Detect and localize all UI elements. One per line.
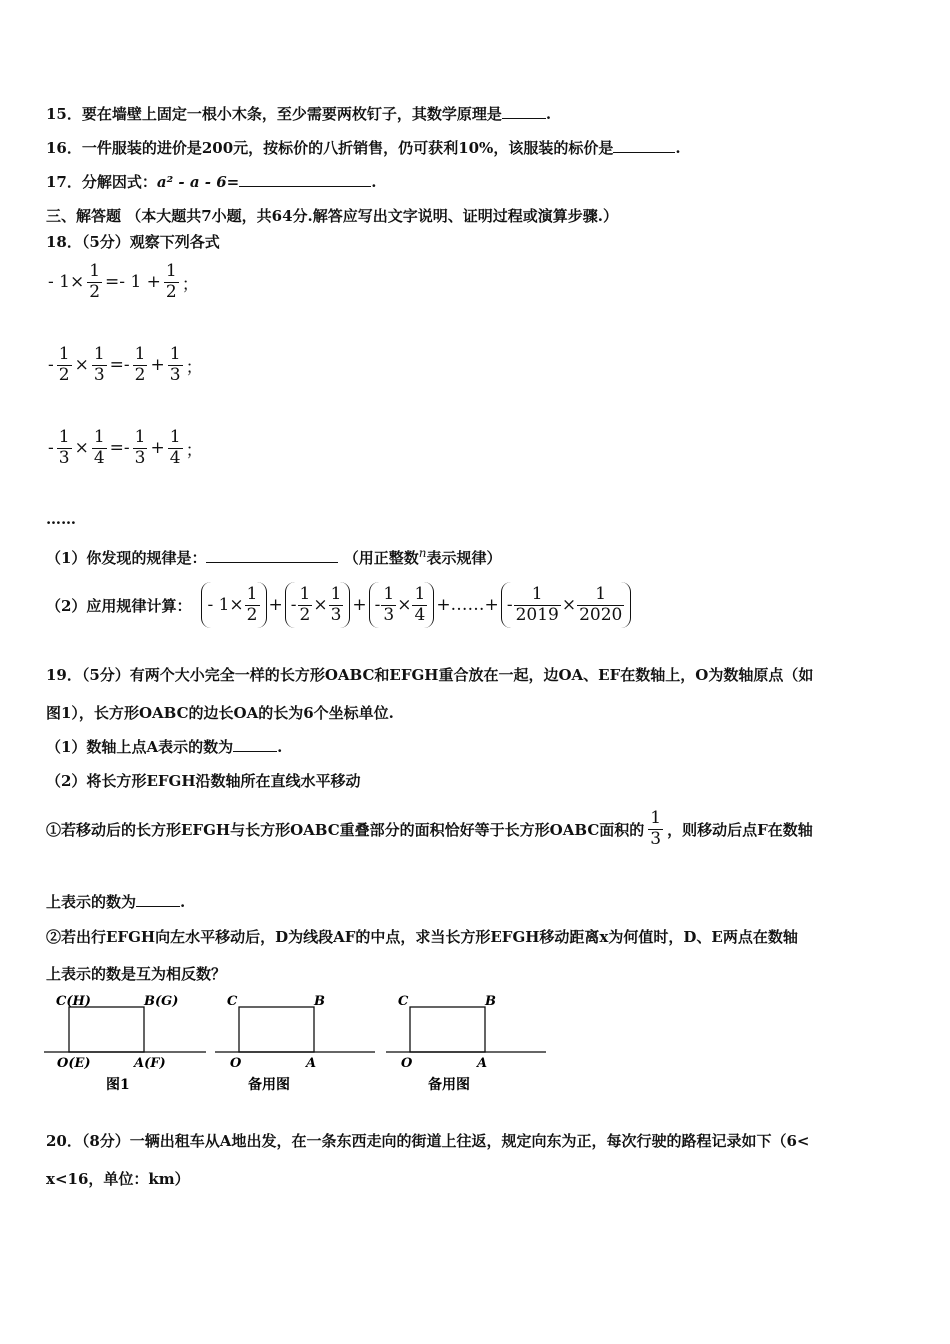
- calc-t3-frac-1: [381, 585, 396, 625]
- fig2-label-c: C: [227, 994, 238, 1009]
- eq3-frac-2: [92, 428, 107, 468]
- calc-den: 2: [299, 604, 311, 625]
- eq3-mid: =-: [109, 438, 130, 459]
- section-3-heading: 三、解答题 （本大题共7小题，共64分.解答应写出文字说明、证明过程或演算步骤.）: [46, 207, 618, 225]
- eq2-den: 3: [93, 364, 105, 385]
- calc-term-1: [201, 582, 266, 628]
- calc-den: 3: [383, 604, 395, 625]
- calc-num: 1: [414, 583, 426, 604]
- eq1-den: 2: [89, 281, 101, 302]
- question-19-2: （2）将长方形EFGH沿数轴所在直线水平移动: [46, 772, 361, 790]
- eq1-end: ；: [181, 274, 199, 295]
- calc-plus-2: +: [352, 595, 367, 615]
- eq2-frac-1: [57, 345, 72, 385]
- q16-blank[interactable]: [613, 138, 675, 153]
- pattern-equation-1: [46, 262, 201, 302]
- calc-num: 1: [595, 583, 607, 604]
- fig3-label-o: O: [401, 1056, 413, 1071]
- eq3-den: 4: [93, 447, 105, 468]
- calc-term-2: [285, 582, 351, 628]
- calc-den: 2: [246, 604, 258, 625]
- eq3-num: 1: [169, 427, 181, 447]
- q18-1-note: （用正整数: [343, 549, 419, 567]
- q18-1-variable: n: [418, 546, 427, 560]
- calc-t4-frac-1: [514, 585, 561, 625]
- question-19-c2-line-2: 上表示的数是互为相反数？: [46, 965, 227, 983]
- q17-blank[interactable]: [239, 172, 371, 187]
- eq1-num: 1: [89, 261, 101, 281]
- fig2-caption: 备用图: [248, 1077, 290, 1093]
- fig1-label-a: A(F): [134, 1056, 166, 1071]
- calc-t2-frac-2: [329, 585, 344, 625]
- eq3-frac-3: [133, 428, 148, 468]
- eq1-den: 2: [165, 281, 177, 302]
- calc-den: 4: [414, 604, 426, 625]
- q19-c1-text-end: ，则移动后点F在数轴: [667, 820, 813, 839]
- eq3-plus: +: [150, 438, 165, 459]
- question-19-c1: [46, 802, 813, 856]
- calc-minus: -: [374, 595, 381, 615]
- eq1-num: 1: [165, 261, 177, 281]
- fig3-label-b: B: [485, 994, 496, 1009]
- eq2-num: 1: [169, 344, 181, 364]
- q18-1-text: （1）你发现的规律是：: [46, 549, 207, 567]
- eq1-mid: =- 1 +: [105, 272, 161, 293]
- eq1-frac-2: [164, 262, 179, 302]
- fig3-label-c: C: [398, 994, 409, 1009]
- eq2-den: 2: [58, 364, 70, 385]
- question-18: 18．（5分）观察下列各式: [46, 233, 220, 251]
- question-18-2: [46, 581, 633, 629]
- fig2-label-a: A: [306, 1056, 317, 1071]
- q17-prefix: 17．分解因式：: [46, 173, 157, 191]
- eq2-times: ×: [74, 355, 89, 376]
- calc-den: 3: [330, 604, 342, 625]
- eq2-num: 1: [134, 344, 146, 364]
- question-19-c1-cont: 上表示的数为 .: [46, 893, 186, 911]
- calc-t1-frac: [245, 585, 260, 625]
- q19-c1-blank[interactable]: [136, 892, 180, 907]
- q15-blank[interactable]: [502, 104, 546, 119]
- fig1-label-o: O(E): [57, 1056, 91, 1071]
- calc-term-3: [369, 582, 435, 628]
- q19-c1-den: 3: [650, 828, 662, 849]
- calc-num: 1: [330, 583, 342, 604]
- fig3-label-a: A: [477, 1056, 488, 1071]
- question-16: 16．一件服装的进价是200元，按标价的八折销售，仍可获利10%，该服装的标价是 .: [46, 139, 681, 157]
- q19-1-blank[interactable]: [233, 737, 277, 752]
- calc-num: 1: [531, 583, 543, 604]
- calc-t3-frac-2: [412, 585, 427, 625]
- eq2-end: ；: [185, 357, 203, 378]
- q18-2-text: （2）应用规律计算：: [46, 596, 192, 615]
- fig2-label-b: B: [314, 994, 325, 1009]
- q19-1-text: （1）数轴上点A表示的数为: [46, 738, 234, 756]
- eq3-frac-4: [168, 428, 183, 468]
- ellipsis: ……: [46, 510, 76, 528]
- question-19-c2-line-1: ②若出行EFGH向左水平移动后，D为线段AF的中点，求当长方形EFGH移动距离x为何值时，D、E两点在数轴: [46, 928, 798, 946]
- eq2-mid: =-: [109, 355, 130, 376]
- calc-t1-a: - 1×: [207, 595, 244, 615]
- q19-c1-frac: [648, 809, 663, 849]
- calc-num: 1: [246, 583, 258, 604]
- eq1-frac-1: [87, 262, 102, 302]
- question-20-line-1: 20．（8分）一辆出租车从A地出发，在一条东西走向的街道上往返，规定向东为正，每次行驶的路程记录如下（6<: [46, 1132, 810, 1150]
- eq3-end: ；: [185, 440, 203, 461]
- question-20-line-2: x<16，单位：km）: [46, 1170, 190, 1188]
- eq3-num: 1: [134, 427, 146, 447]
- calc-times: ×: [561, 595, 577, 615]
- fig1-label-b: B(G): [144, 994, 179, 1009]
- fig1-rectangle: [69, 1007, 144, 1052]
- question-19-line-2: 图1），长方形OABC的边长OA的长为6个坐标单位.: [46, 704, 394, 722]
- calc-times: ×: [313, 595, 328, 615]
- figures: [40, 986, 560, 1096]
- q16-text: 16．一件服装的进价是200元，按标价的八折销售，仍可获利10%，该服装的标价是: [46, 139, 614, 157]
- calc-t2-frac-1: [298, 585, 313, 625]
- calc-minus: -: [290, 595, 297, 615]
- calc-den: 2019: [515, 604, 559, 625]
- q15-text: 15．要在墙壁上固定一根小木条，至少需要两枚钉子，其数学原理是: [46, 105, 502, 123]
- eq3-den: 3: [134, 447, 146, 468]
- eq3-den: 4: [169, 447, 181, 468]
- pattern-equation-3: [46, 428, 205, 468]
- fig3-caption: 备用图: [428, 1077, 470, 1093]
- eq1-term: - 1×: [48, 272, 85, 293]
- eq2-lead: -: [48, 355, 54, 376]
- fig3-rectangle: [410, 1007, 485, 1052]
- q18-1-note-end: 表示规律）: [426, 549, 502, 567]
- q18-1-blank[interactable]: [206, 548, 338, 563]
- eq3-den: 3: [58, 447, 70, 468]
- figure-2: [215, 994, 375, 1093]
- eq2-num: 1: [58, 344, 70, 364]
- calc-plus-1: +: [268, 595, 283, 615]
- calc-expression: [199, 582, 633, 628]
- eq2-den: 2: [134, 364, 146, 385]
- calc-term-4: [501, 582, 632, 628]
- eq3-num: 1: [58, 427, 70, 447]
- q19-c1-text: ①若移动后的长方形EFGH与长方形OABC重叠部分的面积恰好等于长方形OABC面积的: [46, 820, 645, 839]
- calc-mid: +……+: [436, 595, 499, 615]
- eq2-den: 3: [169, 364, 181, 385]
- figure-1: [44, 994, 206, 1093]
- calc-num: 1: [299, 583, 311, 604]
- question-18-1: [46, 546, 501, 568]
- q19-c1-num: 1: [650, 807, 662, 828]
- eq3-lead: -: [48, 438, 54, 459]
- fig2-label-o: O: [230, 1056, 242, 1071]
- eq3-frac-1: [57, 428, 72, 468]
- eq2-frac-3: [133, 345, 148, 385]
- question-19-line-1: 19．（5分）有两个大小完全一样的长方形OABC和EFGH重合放在一起，边OA、EF在数轴上，O为数轴原点（如: [46, 666, 814, 684]
- fig1-caption: 图1: [106, 1077, 130, 1093]
- fig2-rectangle: [239, 1007, 314, 1052]
- eq2-num: 1: [93, 344, 105, 364]
- calc-t4-frac-2: [577, 585, 624, 625]
- question-17: 17．分解因式：a² - a - 6= .: [46, 173, 377, 191]
- eq3-num: 1: [93, 427, 105, 447]
- figure-3: [386, 994, 546, 1093]
- calc-num: 1: [383, 583, 395, 604]
- question-15: 15．要在墙壁上固定一根小木条，至少需要两枚钉子，其数学原理是 .: [46, 105, 552, 123]
- eq3-times: ×: [74, 438, 89, 459]
- q19-c1-cont-text: 上表示的数为: [46, 893, 137, 911]
- eq2-frac-2: [92, 345, 107, 385]
- calc-times: ×: [397, 595, 412, 615]
- pattern-equation-2: [46, 345, 205, 385]
- q17-expression: a² - a - 6=: [156, 173, 240, 191]
- calc-minus: -: [506, 595, 513, 615]
- eq2-frac-4: [168, 345, 183, 385]
- question-19-1: （1）数轴上点A表示的数为 .: [46, 738, 283, 756]
- fig1-label-c: C(H): [56, 994, 91, 1009]
- eq2-plus: +: [150, 355, 165, 376]
- calc-den: 2020: [579, 604, 623, 625]
